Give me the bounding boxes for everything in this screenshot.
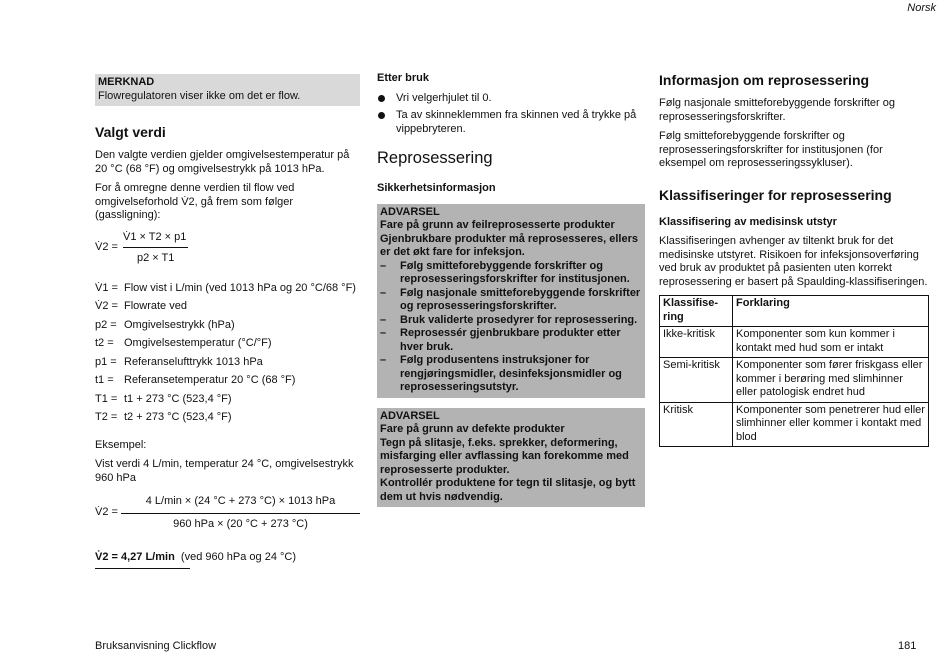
language-label: Norsk [907, 2, 936, 14]
warning-title: ADVARSEL [380, 205, 440, 218]
variable-key: T2 = [95, 411, 118, 423]
variable-desc: Referanselufttrykk 1013 hPa [124, 355, 263, 368]
warning-item-text: Følg nasjonale smitteforebyggende forskrifter og reprosesseringsforskrifter. [400, 286, 641, 312]
variable-key: T1 = [95, 392, 118, 405]
column-middle [377, 72, 645, 517]
equation-fraction [121, 495, 360, 531]
paragraph: Følg nasjonale smitteforebyggende forskrifter og reprosesseringsforskrifter. [659, 97, 896, 123]
warning-item: – Følg nasjonale smitteforebyggende forskrifter og reprosesseringsforskrifter. [380, 286, 641, 312]
result-condition: (ved 960 hPa og 24 °C) [180, 551, 297, 563]
variable-row [95, 282, 360, 296]
classification-table [659, 295, 929, 447]
example-text: Vist verdi 4 L/min, temperatur 24 °C, omgivelsestrykk 960 hPa [95, 458, 354, 484]
variable-row [95, 393, 360, 407]
subheading-medical-device: Klassifisering av medisinsk utstyr [659, 215, 837, 228]
table-header: Forklaring [733, 296, 929, 327]
bullet-list [377, 92, 645, 137]
warning-line: Fare på grunn av defekte produkter [380, 423, 565, 435]
variable-key: p2 = [95, 318, 117, 331]
result-value: V̇2 = 4,27 L/min [95, 551, 175, 563]
note-title: MERKNAD [98, 76, 155, 88]
variable-desc: Referansetemperatur 20 °C (68 °F) [124, 374, 296, 386]
footer-title: Bruksanvisning Clickflow [95, 640, 217, 652]
column-left [95, 74, 360, 569]
column-right [659, 72, 929, 447]
variable-desc: Omgivelsestrykk (hPa) [124, 318, 235, 331]
warning-item-text: Reprosessér gjenbrukbare produkter etter hver bruk. [400, 327, 621, 353]
equation-denominator: 960 hPa × (20 °C + 273 °C) [173, 517, 308, 530]
equation-numerator: V̇1 × T2 × p1 [123, 231, 188, 249]
warning-line: Gjenbrukbare produkter må reprosesseres, ellers er det økt fare for infeksjon. [380, 232, 639, 258]
variable-desc: t2 + 273 °C (523,4 °F) [124, 411, 232, 423]
warning-line: Tegn på slitasje, f.eks. sprekker, deformering, misfarging eller avflassing kan forekomme med reprosesserte produkter. [380, 436, 629, 476]
equation-lhs: V̇2 = [95, 506, 118, 519]
bullet-text: Ta av skinneklemmen fra skinnen ved å trykke på vippebryteren. [396, 109, 637, 135]
warning-line: Kontrollér produktene for tegn til slitasje, og bytt dem ut hvis nødvendig. [380, 477, 636, 503]
safety-info-heading: Sikkerhetsinformasjon [377, 182, 496, 194]
table-row [660, 358, 929, 403]
example-label: Eksempel: [95, 438, 147, 451]
variable-desc: Flow vist i L/min (ved 1013 hPa og 20 °C/68 °F) [124, 281, 356, 294]
warning-item-text: Følg produsentens instruksjoner for rengjøringsmidler, desinfeksjonsmidler og reprosesseringsutstyr. [400, 354, 622, 393]
variable-desc: Omgivelsestemperatur (°C/°F) [124, 337, 272, 349]
bullet-icon [377, 92, 387, 100]
equation-denominator: p2 × T1 [136, 252, 175, 264]
warning-item: – Bruk validerte prosedyrer for reprosessering. [380, 313, 638, 326]
variable-key: t2 = [95, 337, 114, 349]
equation-fraction [123, 231, 188, 266]
warning-line: Fare på grunn av feilreprosesserte produkter [380, 219, 615, 231]
warning-title: ADVARSEL [380, 409, 440, 422]
table-cell: Ikke-kritisk [660, 327, 733, 358]
table-cell: Komponenter som fører friskgass eller kommer i berøring med slimhinner eller patologisk endret hud [733, 358, 929, 403]
example-equation [95, 495, 360, 531]
bullet-icon [377, 109, 387, 117]
paragraph: For å omregne denne verdien til flow ved omgivelseforhold V̇2, gå frem som følger (gassligning): [95, 182, 295, 221]
equation-lhs: V̇2 = [95, 241, 118, 254]
bullet-text: Vri velgerhjulet til 0. [396, 91, 492, 104]
warning-item: – Reprosessér gjenbrukbare produkter etter hver bruk. [380, 327, 641, 354]
table-header: Klassifise-ring [660, 296, 733, 327]
table-cell: Kritisk [660, 402, 733, 447]
bullet-item [377, 92, 645, 106]
equation-numerator: 4 L/min × (24 °C + 273 °C) × 1013 hPa [121, 495, 360, 514]
note-text: Flowregulatoren viser ikke om det er flow. [98, 89, 301, 102]
variable-row [95, 374, 360, 388]
warning-item: – Følg produsentens instruksjoner for rengjøringsmidler, desinfeksjonsmidler og reprosesseringsutstyr. [380, 354, 641, 395]
variable-desc: Flowrate ved [124, 300, 187, 312]
table-row [660, 402, 929, 447]
table-cell: Komponenter som kun kommer i kontakt med hud som er intakt [733, 327, 929, 358]
paragraph: Følg smitteforebyggende forskrifter og reprosesseringsforskrifter for institusjonen (for eksempel om reprosesseringssykluser). [659, 130, 883, 169]
warning-item-text: Bruk validerte prosedyrer for reprosessering. [400, 313, 638, 326]
section-heading-selected-value: Valgt verdi [95, 124, 166, 140]
variable-key: p1 = [95, 355, 117, 368]
warning-box [377, 408, 645, 508]
after-use-heading: Etter bruk [377, 72, 429, 84]
variable-row [95, 411, 360, 425]
bullet-item [377, 109, 645, 136]
section-heading-reprocessing-info: Informasjon om reprosessering [659, 72, 870, 88]
variable-row [95, 337, 360, 351]
note-box [95, 74, 360, 106]
warning-item-text: Følg smitteforebyggende forskrifter og reprosesseringsforskrifter for institusjonen. [400, 259, 630, 285]
variable-desc: t1 + 273 °C (523,4 °F) [124, 392, 232, 405]
example-result [95, 551, 297, 569]
variable-list [95, 282, 360, 425]
section-heading-classifications: Klassifiseringer for reprosessering [659, 186, 892, 203]
warning-box [377, 204, 645, 398]
variable-row [95, 356, 360, 370]
section-heading-reprocessing: Reprosessering [377, 149, 493, 167]
table-cell: Komponenter som penetrerer hud eller slimhinner eller kommer i kontakt med blod [733, 402, 929, 447]
table-row [660, 327, 929, 358]
paragraph: Klassifiseringen avhenger av tiltenkt bruk for det medisinske utstyret. Risikoen for infeksjonsoverføring ved bruk av produktet på pasienten uten korrekt reprosessering er basert på Spaulding-klassifiseringen. [659, 235, 928, 288]
variable-key: t1 = [95, 374, 114, 386]
table-cell: Semi-kritisk [660, 358, 733, 403]
variable-row [95, 319, 360, 333]
page-number: 181 [898, 640, 917, 652]
table-header-row [660, 296, 929, 327]
variable-row [95, 300, 360, 314]
gas-equation [95, 231, 360, 266]
warning-item: – Følg smitteforebyggende forskrifter og reprosesseringsforskrifter for institusjonen. [380, 260, 641, 287]
paragraph: Den valgte verdien gjelder omgivelsestemperatur på 20 °C (68 °F) og omgivelsestrykk på 1013 hPa. [95, 149, 350, 175]
variable-key: V̇1 = [95, 281, 118, 294]
variable-key: V̇2 = [95, 300, 118, 312]
